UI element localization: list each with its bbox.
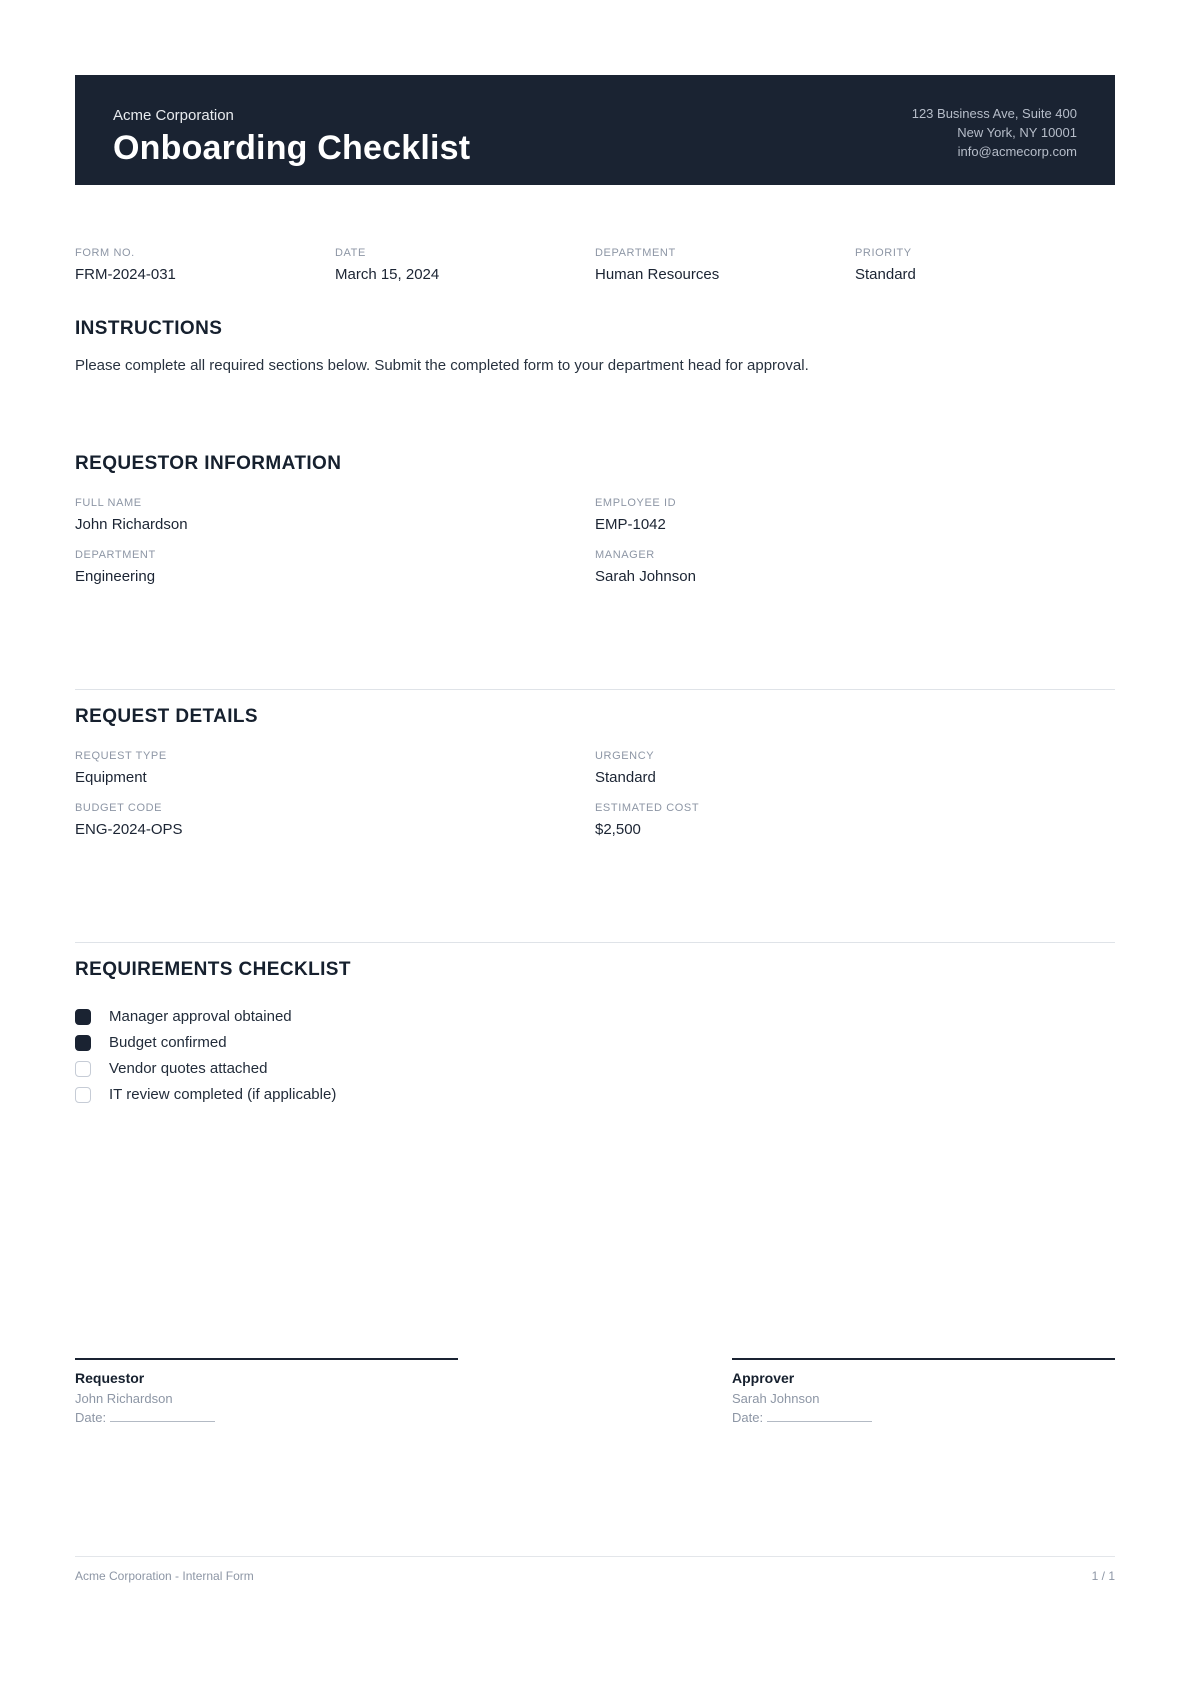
- checklist-item: [75, 1056, 1115, 1082]
- field-estimated-cost: [595, 802, 1115, 840]
- meta-field-date: [335, 247, 595, 285]
- field-label: DEPARTMENT: [595, 247, 676, 259]
- field-value: FRM-2024-031: [75, 266, 176, 283]
- field-budget-code: [75, 802, 595, 840]
- field-label: BUDGET CODE: [75, 802, 163, 815]
- meta-field-department: [595, 247, 855, 285]
- document-footer: [75, 1556, 1115, 1583]
- address-line: New York, NY 10001: [957, 124, 1077, 140]
- field-department: [75, 549, 595, 587]
- company-name: Acme Corporation: [113, 107, 234, 125]
- field-value: March 15, 2024: [335, 266, 440, 283]
- field-value: Equipment: [75, 768, 147, 786]
- field-label: MANAGER: [595, 549, 655, 562]
- field-label: URGENCY: [595, 749, 655, 762]
- field-request-type: [75, 750, 595, 788]
- signature-name: Sarah Johnson: [732, 1390, 820, 1406]
- instructions-text: Please complete all required sections below. Submit the completed form to your department head for approval.: [75, 356, 809, 374]
- form-meta-row: [75, 247, 1115, 285]
- footer-left-text: Acme Corporation - Internal Form: [75, 1568, 254, 1583]
- checklist-item: [75, 1082, 1115, 1108]
- signature-date: [75, 1410, 458, 1425]
- signature-block-approver: [732, 1358, 1115, 1425]
- address-email: info@acmecorp.com: [957, 143, 1077, 159]
- signature-date: [732, 1410, 1115, 1425]
- field-employee-id: [595, 497, 1115, 535]
- request-details-section: [75, 706, 1115, 840]
- request-details-heading: REQUEST DETAILS: [75, 705, 258, 727]
- field-value: Engineering: [75, 568, 156, 586]
- requirements-checklist: [75, 1004, 1115, 1108]
- field-value: Standard: [595, 768, 656, 786]
- checklist-item-label: IT review completed (if applicable): [109, 1086, 337, 1104]
- checkbox-budget-confirmed[interactable]: [75, 1035, 91, 1051]
- section-divider: [75, 942, 1115, 943]
- instructions-section: [75, 318, 1115, 376]
- field-value: Human Resources: [595, 266, 720, 283]
- field-value: ENG-2024-OPS: [75, 821, 183, 839]
- field-value: EMP-1042: [595, 515, 666, 533]
- requestor-information-section: [75, 453, 1115, 587]
- page-number: 1 / 1: [1091, 1568, 1115, 1583]
- requestor-information-heading: REQUESTOR INFORMATION: [75, 452, 342, 474]
- requirements-checklist-section: [75, 959, 1115, 1108]
- request-details-fields: [75, 750, 1115, 840]
- checklist-item: [75, 1004, 1115, 1030]
- field-manager: [595, 549, 1115, 587]
- checkbox-vendor-quotes[interactable]: [75, 1061, 91, 1077]
- checkbox-manager-approval[interactable]: [75, 1009, 91, 1025]
- date-fill-line: [110, 1410, 215, 1422]
- field-label: FORM NO.: [75, 247, 135, 259]
- meta-field-form-no: [75, 247, 335, 285]
- date-label: Date:: [75, 1409, 107, 1425]
- section-divider: [75, 689, 1115, 690]
- date-label: Date:: [732, 1409, 764, 1425]
- header-title-block: [113, 97, 470, 167]
- meta-field-priority: [855, 247, 1115, 285]
- instructions-heading: INSTRUCTIONS: [75, 317, 223, 339]
- document-header: [75, 75, 1115, 185]
- document-title: Onboarding Checklist: [113, 129, 471, 168]
- checklist-item-label: Budget confirmed: [109, 1034, 227, 1052]
- checkbox-it-review[interactable]: [75, 1087, 91, 1103]
- checklist-item-label: Manager approval obtained: [109, 1008, 292, 1026]
- field-label: FULL NAME: [75, 496, 142, 509]
- field-label: ESTIMATED COST: [595, 802, 700, 815]
- address-line: 123 Business Ave, Suite 400: [911, 106, 1077, 121]
- checklist-item-label: Vendor quotes attached: [109, 1060, 268, 1078]
- checklist-item: [75, 1030, 1115, 1056]
- field-full-name: [75, 497, 595, 535]
- signature-area: [75, 1358, 1115, 1425]
- signature-block-requestor: [75, 1358, 458, 1425]
- company-address: [912, 97, 1077, 167]
- signature-name: John Richardson: [75, 1390, 173, 1406]
- field-urgency: [595, 750, 1115, 788]
- signature-role: Requestor: [75, 1369, 145, 1386]
- requirements-checklist-heading: REQUIREMENTS CHECKLIST: [75, 958, 351, 980]
- field-label: REQUEST TYPE: [75, 749, 167, 762]
- field-label: EMPLOYEE ID: [595, 496, 677, 509]
- field-label: DEPARTMENT: [75, 549, 156, 562]
- field-value: Sarah Johnson: [595, 568, 696, 586]
- field-value: John Richardson: [75, 515, 188, 533]
- field-label: DATE: [335, 247, 366, 259]
- signature-role: Approver: [732, 1369, 795, 1386]
- field-label: PRIORITY: [855, 247, 912, 259]
- field-value: Standard: [855, 266, 916, 283]
- requestor-information-fields: [75, 497, 1115, 587]
- date-fill-line: [767, 1410, 872, 1422]
- field-value: $2,500: [595, 821, 641, 839]
